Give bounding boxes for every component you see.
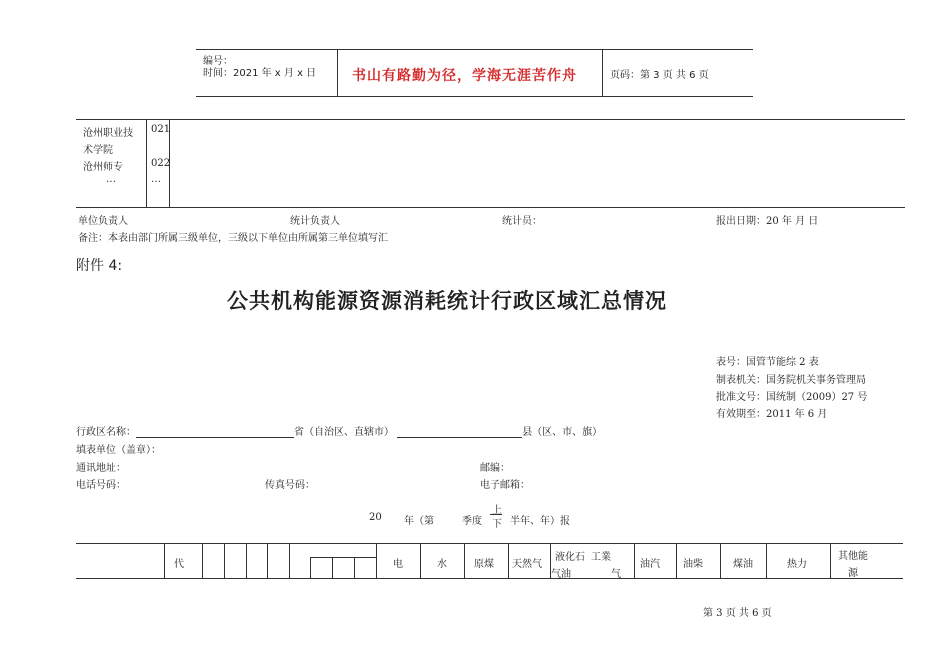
prev-table-bottom-rule (76, 207, 905, 208)
table-col-i (354, 557, 355, 578)
time-label: 时间：2021 年 x 月 x 日 (203, 68, 317, 79)
header-industrial-bottom: 气 (611, 569, 621, 580)
header-divider-1 (337, 49, 338, 96)
period-upper: 上 (492, 505, 502, 516)
unit-head-label: 单位负责人 (78, 216, 128, 227)
period-half-year: 半年、年）报 (510, 516, 570, 527)
header-diesel: 油柴 (683, 559, 703, 570)
header-gasoline: 油汽 (640, 559, 660, 570)
address-label: 通讯地址： (76, 463, 126, 474)
motto: 书山有路勤为径，学海无涯苦作舟 (352, 68, 577, 84)
filler-unit-label: 填表单位（盖章）： (76, 445, 161, 456)
statistician-label: 统计员： (502, 216, 542, 227)
header-bottom-rule (196, 96, 753, 97)
prev-table-col-1 (146, 119, 147, 207)
issuer: 制表机关：国务院机关事务管理局 (716, 375, 866, 386)
report-date-label: 报出日期：20 年 月 日 (716, 216, 819, 227)
header-water: 水 (437, 559, 447, 570)
region-label: 行政区名称： (76, 427, 136, 438)
header-industrial-top: 工業 (591, 552, 611, 563)
header-electricity: 电 (393, 559, 403, 570)
annex-label: 附件 4: (76, 258, 123, 274)
header-divider-2 (602, 49, 603, 96)
page-title: 公共机构能源资源消耗统计行政区域汇总情况 (227, 288, 667, 313)
county-suffix: 县（区、市、旗） (522, 427, 603, 438)
header-natural-gas: 天然气 (512, 559, 542, 570)
header-kerosene: 煤油 (733, 559, 753, 570)
period-lower: 下 (492, 519, 502, 530)
table-col-d (246, 543, 247, 578)
table-col-h (332, 557, 333, 578)
table-col-f (289, 543, 290, 578)
table-col-r (766, 543, 767, 578)
table-col-c (224, 543, 225, 578)
header-top-rule (196, 49, 753, 50)
table-col-e (267, 543, 268, 578)
table-col-b (202, 543, 203, 578)
table-col-o (634, 543, 635, 578)
number-label: 编号： (203, 56, 233, 67)
header-lpg-top: 液化石 (555, 552, 585, 563)
header-other-top: 其他能 (838, 551, 868, 562)
prev-row-name-3: 沧州师专 (83, 162, 123, 173)
postcode-label: 邮编： (480, 463, 510, 474)
form-number: 表号：国管节能综 2 表 (716, 357, 819, 368)
province-blank[interactable] (136, 437, 294, 438)
prev-row-code-4: … (151, 174, 161, 185)
email-label: 电子邮箱： (480, 480, 530, 491)
period-quarter: 季度 (462, 516, 482, 527)
prev-row-name-4: … (106, 174, 116, 185)
province-suffix: 省（自治区、直辖市） (294, 427, 394, 438)
header-lpg-bottom: 气油 (551, 569, 571, 580)
table-col-k (420, 543, 421, 578)
prev-row-name-1: 沧州职业技 (83, 128, 133, 139)
header-other-bottom: 源 (848, 568, 858, 579)
table-col-g (310, 557, 311, 578)
header-raw-coal: 原煤 (474, 559, 494, 570)
header-heat: 热力 (787, 559, 807, 570)
prev-row-code-3: 022 (151, 158, 171, 169)
table-col-q (720, 543, 721, 578)
valid-until: 有效期至：2011 年 6 月 (716, 409, 828, 420)
table-col-l (464, 543, 465, 578)
note: 备注：本表由部门所属三级单位，三级以下单位由所属第三单位填写汇 (78, 233, 388, 244)
header-code: 代 (174, 559, 184, 570)
footer-page-number: 第 3 页 共 6 页 (703, 608, 772, 619)
table-col-a (164, 543, 165, 578)
table-bottom-rule (76, 578, 903, 579)
region-field (76, 423, 602, 438)
prev-table-top-rule (76, 119, 905, 120)
period-year-prefix: 20 (369, 512, 382, 523)
approval-number: 批准文号：国统制（2009）27 号 (716, 392, 868, 403)
prev-row-name-2: 术学院 (83, 145, 113, 156)
county-blank[interactable] (397, 437, 522, 438)
page-code: 页码：第 3 页 共 6 页 (610, 70, 709, 81)
table-inner-rule (310, 557, 376, 558)
prev-row-code-1: 021 (151, 124, 171, 135)
period-year-mid: 年（第 (404, 516, 434, 527)
table-col-s (830, 543, 831, 578)
table-col-j (376, 543, 377, 578)
phone-label: 电话号码： (76, 480, 126, 491)
table-col-p (676, 543, 677, 578)
stat-head-label: 统计负责人 (290, 216, 340, 227)
table-top-rule (76, 543, 903, 544)
fax-label: 传真号码： (265, 480, 315, 491)
table-col-m (508, 543, 509, 578)
